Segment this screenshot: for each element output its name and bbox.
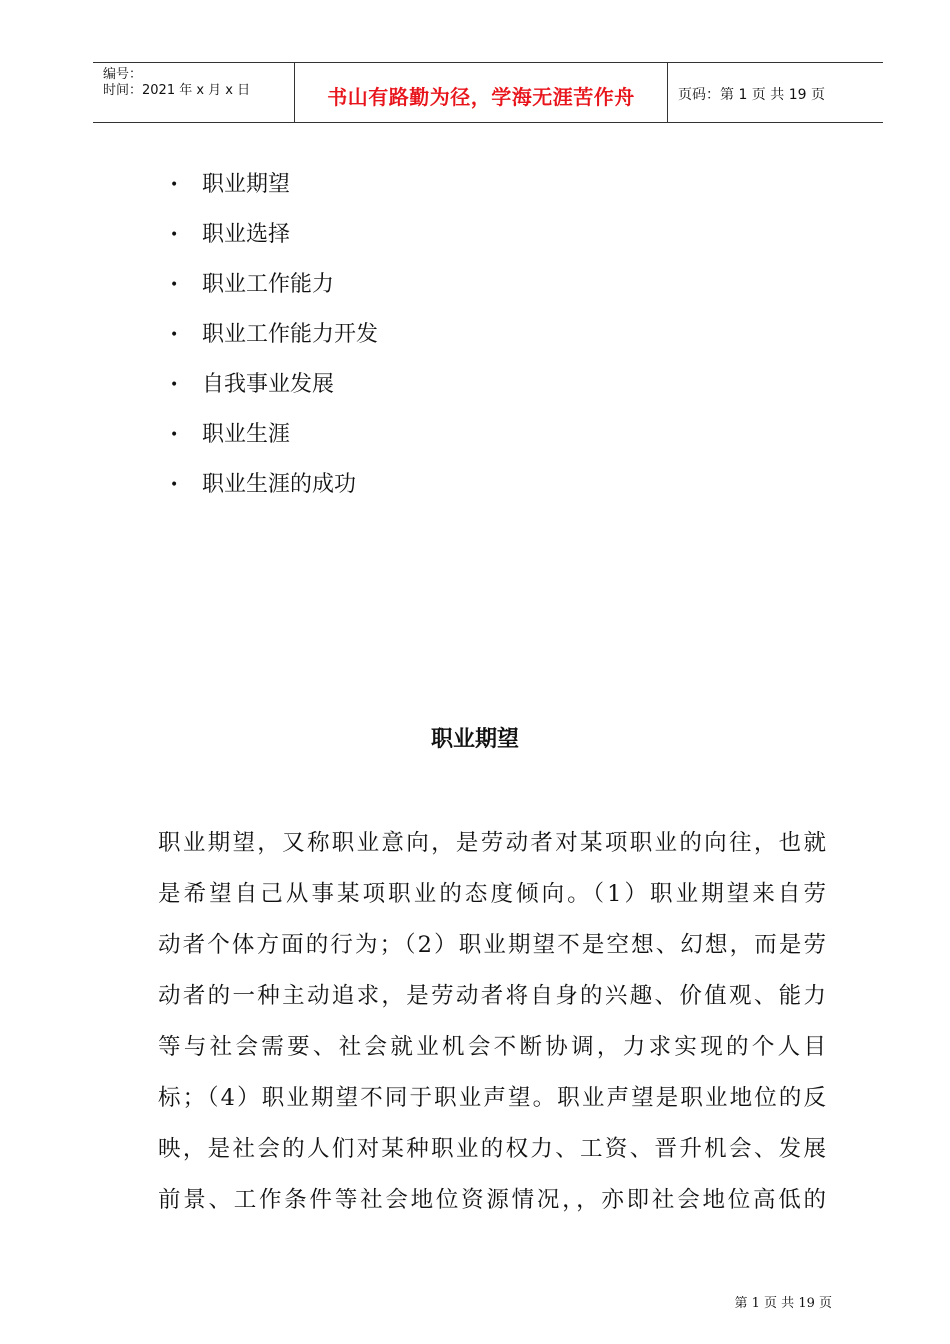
document-code-label: 编号：	[103, 67, 143, 82]
header-motto-cell	[295, 63, 668, 122]
list-item-label: 职业生涯的成功	[202, 472, 357, 497]
body-line: 动者的一种主动追求，是劳动者将自身的兴趣、价值观、能力	[158, 983, 826, 1009]
list-item	[170, 260, 378, 310]
header-motto: 书山有路勤为径，学海无涯苦作舟	[327, 85, 635, 109]
document-time-label: 时间：2021 年 x 月 x 日	[103, 83, 251, 98]
list-item-label: 职业工作能力	[202, 272, 335, 297]
list-item	[170, 160, 378, 210]
list-item	[170, 410, 378, 460]
bullet-icon: •	[170, 477, 179, 493]
list-item-label: 职业期望	[202, 172, 291, 197]
header-page-number: 页码：第 1 页 共 19 页	[678, 87, 825, 103]
list-item-label: 职业选择	[202, 222, 291, 247]
bullet-icon: •	[170, 227, 179, 243]
header-page-cell	[668, 63, 883, 122]
body-line: 标；（4）职业期望不同于职业声望。职业声望是职业地位的反	[158, 1085, 826, 1111]
list-item	[170, 310, 378, 360]
bullet-icon: •	[170, 277, 179, 293]
bullet-icon: •	[170, 427, 179, 443]
footer-page-number: 第 1 页 共 19 页	[734, 1296, 832, 1311]
topic-list	[170, 160, 378, 510]
section-body	[158, 818, 826, 1226]
document-header	[93, 62, 883, 123]
body-line: 前景、工作条件等社会地位资源情况，，亦即社会地位高低的	[158, 1187, 826, 1213]
list-item-label: 自我事业发展	[202, 372, 335, 397]
body-line: 是希望自己从事某项职业的态度倾向。（1）职业期望来自劳	[158, 881, 826, 907]
bullet-icon: •	[170, 377, 179, 393]
list-item	[170, 210, 378, 260]
body-line: 动者个体方面的行为；（2）职业期望不是空想、幻想，而是劳	[158, 932, 826, 958]
body-line: 等与社会需要、社会就业机会不断协调，力求实现的个人目	[158, 1034, 826, 1060]
list-item-label: 职业工作能力开发	[202, 322, 379, 347]
body-line: 职业期望，又称职业意向，是劳动者对某项职业的向往，也就	[158, 830, 826, 856]
body-line: 映，是社会的人们对某种职业的权力、工资、晋升机会、发展	[158, 1136, 826, 1162]
list-item-label: 职业生涯	[202, 422, 291, 447]
bullet-icon: •	[170, 177, 179, 193]
list-item	[170, 460, 378, 510]
list-item	[170, 360, 378, 410]
section-title: 职业期望	[430, 727, 519, 752]
bullet-icon: •	[170, 327, 179, 343]
header-meta-cell	[93, 63, 295, 122]
